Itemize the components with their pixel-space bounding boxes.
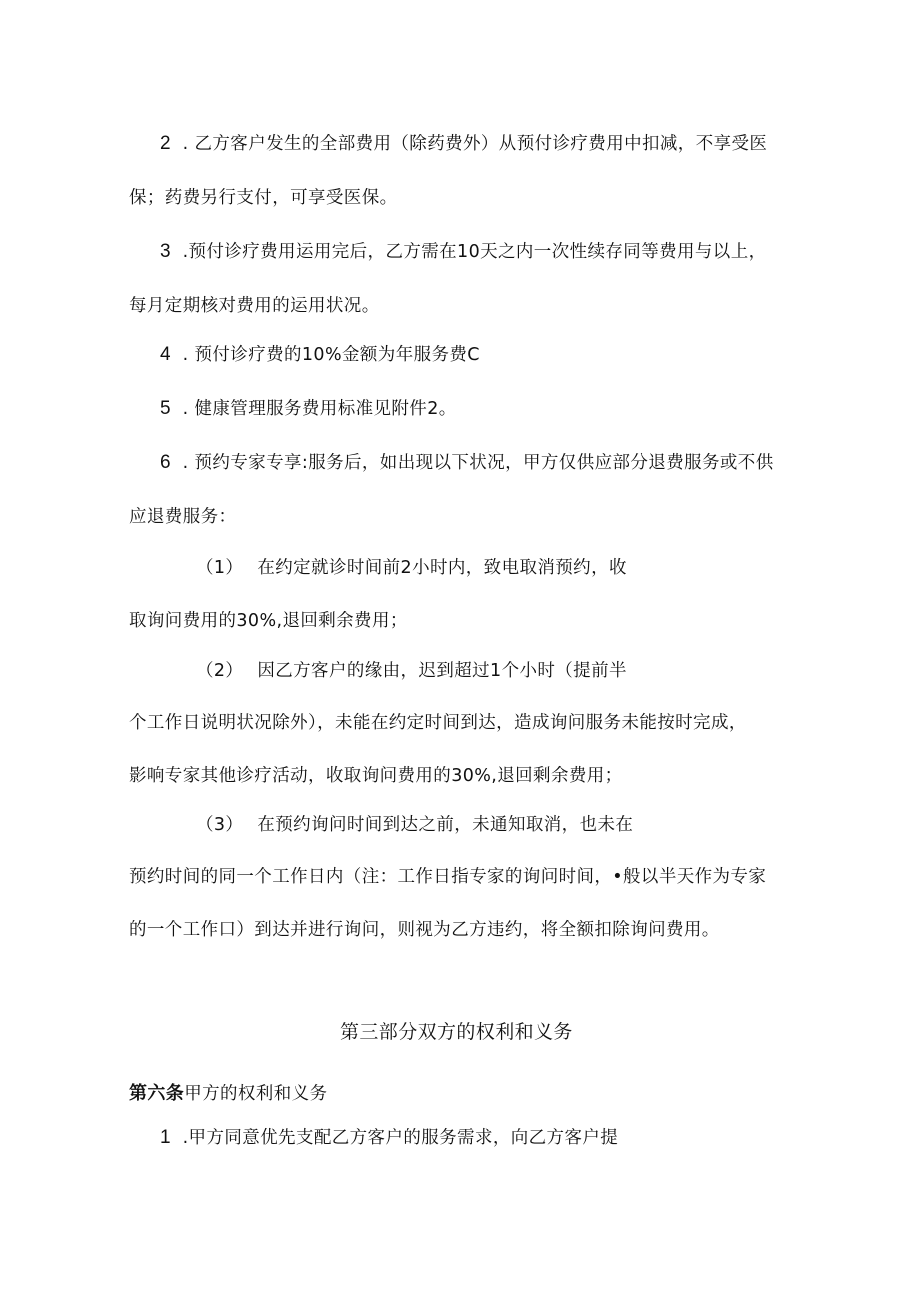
item-2-line-1 [160, 132, 767, 156]
sub-2-line-1 [196, 659, 627, 683]
item-2-line-2: 保；药费另行支付，可享受医保。 [129, 188, 398, 208]
item-6-line-1 [160, 451, 774, 475]
item-5-number: 5 [160, 398, 171, 419]
clause-1-text: .甲方同意优先支配乙方客户的服务需求，向乙方客户提 [182, 1128, 619, 1148]
sub-3-line-3: 的一个工作口）到达并进行询问，则视为乙方违约，将全额扣除询问费用。 [129, 920, 720, 940]
item-3-line-2: 每月定期核对费用的运用状况。 [129, 296, 380, 316]
article-6-heading [129, 1082, 327, 1106]
section-title: 第三部分双方的权利和义务 [340, 1021, 573, 1043]
sub-1-line-2: 取询问费用的30%,退回剩余费用； [129, 611, 408, 631]
clause-1-number: 1 [160, 1127, 171, 1148]
sub-2-text: 因乙方客户的缘由，迟到超过1个小时（提前半 [257, 661, 627, 681]
item-6-line-2: 应退费服务： [129, 507, 237, 527]
article-6-label: 第六条 [129, 1083, 185, 1104]
sub-2-marker: （2） [196, 661, 244, 681]
article-6-title: 甲方的权利和义务 [184, 1084, 328, 1104]
item-3-line-1 [160, 240, 767, 264]
item-3-number: 3 [160, 241, 171, 262]
item-2-number: 2 [160, 133, 171, 154]
sub-2-line-3: 影响专家其他诊疗活动，收取询问费用的30%,退回剩余费用； [129, 766, 623, 786]
item-4-line-1 [160, 343, 480, 367]
item-6-text: . 预约专家专享:服务后，如出现以下状况，甲方仅供应部分退费服务或不供 [182, 453, 774, 473]
sub-3-line-2: 预约时间的同一个工作日内（注：工作日指专家的询问时间，•般以半天作为专家 [129, 867, 767, 887]
item-2-text: . 乙方客户发生的全部费用（除药费外）从预付诊疗费用中扣减，不享受医 [182, 134, 768, 154]
sub-1-text: 在约定就诊时间前2小时内，致电取消预约，收 [257, 558, 627, 578]
article-6-clause-1 [160, 1126, 618, 1150]
item-5-line-1 [160, 397, 457, 421]
item-6-number: 6 [160, 452, 171, 473]
sub-3-text: 在预约询问时间到达之前，未通知取消，也未在 [257, 815, 634, 835]
sub-2-line-2: 个工作日说明状况除外），未能在约定时间到达，造成询问服务未能按时完成， [129, 713, 747, 733]
sub-3-marker: （3） [196, 815, 244, 835]
item-4-text: . 预付诊疗费的10%金额为年服务费C [182, 345, 480, 365]
sub-1-marker: （1） [196, 558, 244, 578]
item-3-text: .预付诊疗费用运用完后，乙方需在10天之内一次性续存同等费用与以上， [182, 242, 767, 262]
item-5-text: . 健康管理服务费用标准见附件2。 [182, 399, 457, 419]
sub-1-line-1 [196, 556, 627, 580]
item-4-number: 4 [160, 344, 171, 365]
sub-3-line-1 [196, 813, 633, 837]
